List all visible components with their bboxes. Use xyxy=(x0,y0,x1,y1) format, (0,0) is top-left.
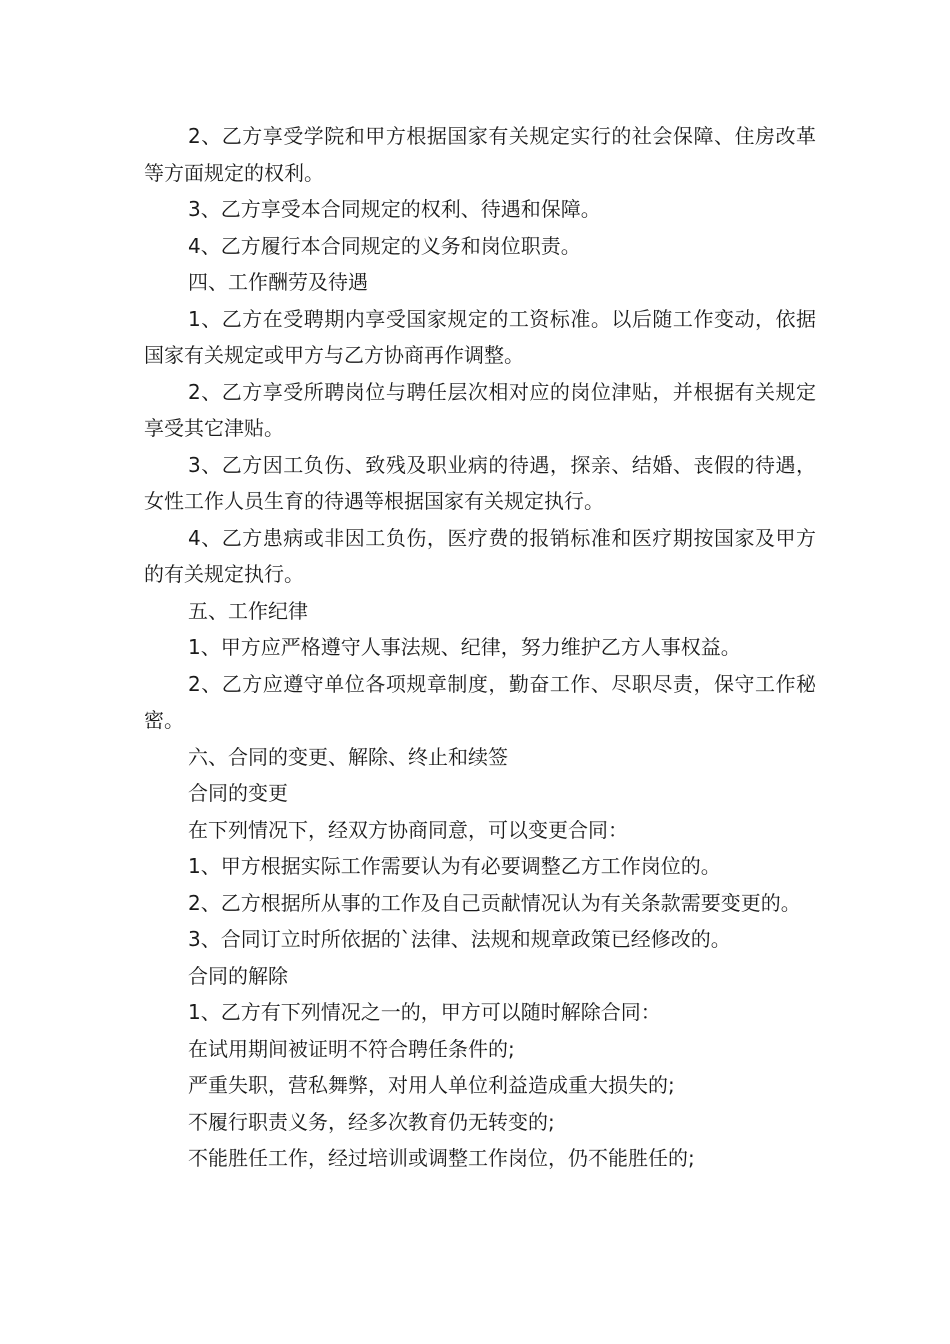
paragraph-salary: 1、乙方在受聘期内享受国家规定的工资标准。以后随工作变动，依据国家有关规定或甲方与乙方协商再作调整。 xyxy=(144,306,816,367)
paragraph-contract-rights: 3、乙方享受本合同规定的权利、待遇和保障。 xyxy=(188,197,601,221)
section-heading-compensation: 四、工作酬劳及待遇 xyxy=(188,270,368,294)
paragraph-obligations: 4、乙方履行本合同规定的义务和岗位职责。 xyxy=(188,233,581,258)
paragraph-change-item-3: 3、合同订立时所依据的`法律、法规和规章政策已经修改的。 xyxy=(188,927,731,951)
paragraph-employee-discipline: 2、乙方应遵守单位各项规章制度，勤奋工作、尽职尽责，保守工作秘密。 xyxy=(144,671,816,732)
section-heading-discipline: 五、工作纪律 xyxy=(188,598,308,623)
paragraph-medical: 4、乙方患病或非因工负伤，医疗费的报销标准和医疗期按国家及甲方的有关规定执行。 xyxy=(144,525,816,586)
paragraph-termination-item-2: 严重失职，营私舞弊，对用人单位利益造成重大损失的; xyxy=(188,1073,675,1097)
paragraph-termination-item-1: 在试用期间被证明不符合聘任条件的; xyxy=(188,1036,515,1061)
paragraph-termination-intro: 1、乙方有下列情况之一的，甲方可以随时解除合同： xyxy=(188,1000,661,1024)
subheading-contract-termination: 合同的解除 xyxy=(188,963,288,988)
paragraph-allowance: 2、乙方享受所聘岗位与聘任层次相对应的岗位津贴，并根据有关规定享受其它津贴。 xyxy=(144,379,816,440)
paragraph-change-item-1: 1、甲方根据实际工作需要认为有必要调整乙方工作岗位的。 xyxy=(188,854,721,878)
paragraph-employer-discipline: 1、甲方应严格遵守人事法规、纪律，努力维护乙方人事权益。 xyxy=(188,635,741,659)
section-heading-contract-changes: 六、合同的变更、解除、终止和续签 xyxy=(188,744,508,769)
paragraph-change-conditions: 在下列情况下，经双方协商同意，可以变更合同： xyxy=(188,817,628,842)
paragraph-termination-item-3: 不履行职责义务，经多次教育仍无转变的; xyxy=(188,1109,555,1134)
subheading-contract-change: 合同的变更 xyxy=(188,781,288,805)
paragraph-change-item-2: 2、乙方根据所从事的工作及自己贡献情况认为有关条款需要变更的。 xyxy=(188,890,801,915)
paragraph-termination-item-4: 不能胜任工作，经过培训或调整工作岗位，仍不能胜任的; xyxy=(188,1146,695,1170)
document-body xyxy=(144,118,816,1177)
paragraph-housing-rights: 2、乙方享受学院和甲方根据国家有关规定实行的社会保障、住房改革等方面规定的权利。 xyxy=(144,124,816,185)
paragraph-injury-benefits: 3、乙方因工负伤、致残及职业病的待遇，探亲、结婚、丧假的待遇，女性工作人员生育的待遇等根据国家有关规定执行。 xyxy=(144,452,816,513)
